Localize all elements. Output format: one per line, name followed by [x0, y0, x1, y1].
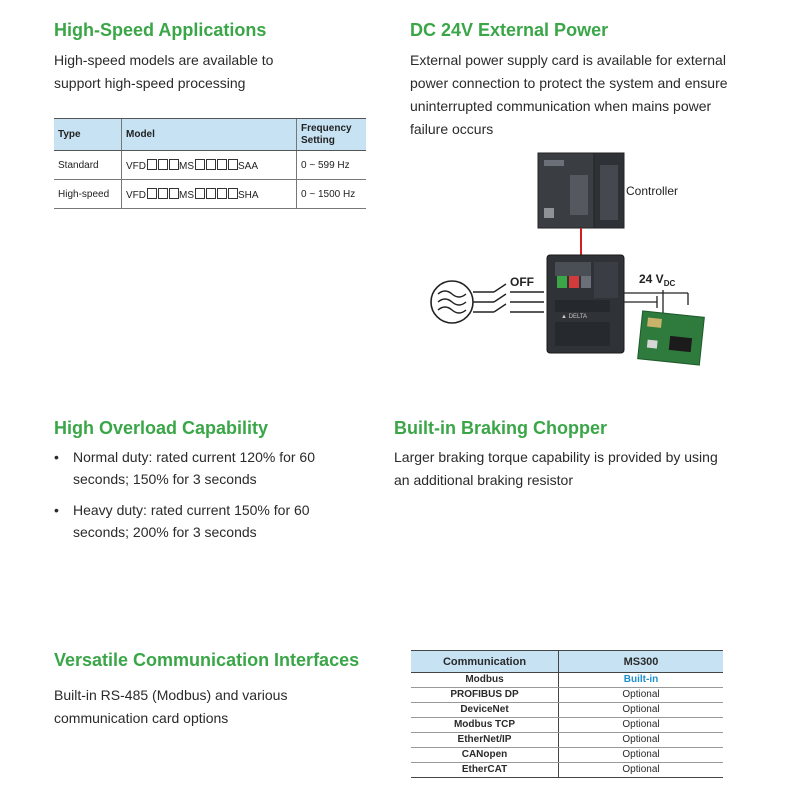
battery-symbol: [624, 290, 688, 314]
model-mid: MS: [179, 160, 194, 172]
table-row: [411, 688, 723, 703]
table-row: [411, 673, 723, 688]
communication-title: Versatile Communication Interfaces: [54, 650, 360, 670]
list-item: [54, 499, 334, 543]
row-type: Standard: [54, 151, 122, 180]
high-speed-text: High-speed models are available to support high-speed processing: [54, 52, 274, 91]
model-suffix: SAA: [238, 160, 259, 172]
row-type: High-speed: [54, 180, 122, 209]
bullet-icon: •: [54, 449, 59, 465]
row-model: [122, 180, 297, 209]
model-prefix: VFD: [126, 160, 146, 172]
table-row: [54, 180, 366, 209]
row-frequency: 0 ~ 599 Hz: [297, 151, 367, 180]
ac-source-icon: [431, 281, 473, 323]
overload-title: High Overload Capability: [54, 418, 269, 438]
comm-name: CANopen: [411, 748, 559, 763]
external-power-diagram: [420, 150, 720, 370]
table-header-model: Model: [122, 119, 297, 151]
controller-label: Controller: [626, 184, 679, 198]
svg-text:▲ DELTA: ▲ DELTA: [561, 314, 588, 320]
dc24v-title: DC 24V External Power: [410, 20, 609, 40]
model-prefix: VFD: [126, 189, 146, 201]
bullet-text: Heavy duty: rated current 150% for 60 seconds; 200% for 3 seconds: [73, 502, 310, 540]
table-header-frequency: Frequency Setting: [297, 119, 367, 151]
comm-header-communication: Communication: [411, 651, 559, 673]
row-frequency: 0 ~ 1500 Hz: [297, 180, 367, 209]
comm-name: Modbus TCP: [411, 718, 559, 733]
comm-name: EtherCAT: [411, 763, 559, 778]
braking-text: Larger braking torque capability is provided by using an additional braking resistor: [394, 449, 718, 488]
comm-name: DeviceNet: [411, 703, 559, 718]
comm-value: Optional: [559, 763, 724, 778]
comm-value: Optional: [559, 703, 724, 718]
comm-name: EtherNet/IP: [411, 733, 559, 748]
communication-text: Built-in RS-485 (Modbus) and various communication card options: [54, 687, 288, 726]
table-row: [411, 763, 723, 778]
high-speed-table: [54, 118, 366, 209]
comm-value: Optional: [559, 718, 724, 733]
comm-header-ms300: MS300: [559, 651, 724, 673]
off-label: OFF: [510, 275, 534, 289]
high-speed-title: High-Speed Applications: [54, 20, 267, 40]
overload-list: [54, 446, 334, 552]
table-row: [54, 151, 366, 180]
table-row: [411, 718, 723, 733]
list-item: [54, 446, 334, 490]
drive-device: [547, 255, 624, 353]
bullet-text: Normal duty: rated current 120% for 60 seconds; 150% for 3 seconds: [73, 449, 316, 487]
table-header-type: Type: [54, 119, 122, 151]
voltage-label: 24 $V_{DC}$: [639, 272, 676, 288]
model-suffix: SHA: [238, 189, 259, 201]
controller-device: [538, 153, 624, 228]
comm-value: Optional: [559, 733, 724, 748]
communication-table: [411, 650, 723, 778]
table-row: [411, 733, 723, 748]
comm-value: Optional: [559, 748, 724, 763]
power-supply-card: [638, 311, 705, 365]
dc24v-text: External power supply card is available for external power connection to protect the system and ensure uninterrupted communication when mains power failure occurs: [410, 52, 728, 137]
table-row: [411, 748, 723, 763]
braking-title: Built-in Braking Chopper: [394, 418, 607, 438]
comm-name: PROFIBUS DP: [411, 688, 559, 703]
table-row: [411, 703, 723, 718]
comm-name: Modbus: [411, 673, 559, 688]
comm-value: Built-in: [559, 673, 724, 688]
row-model: [122, 151, 297, 180]
comm-value: Optional: [559, 688, 724, 703]
model-mid: MS: [179, 189, 194, 201]
bullet-icon: •: [54, 502, 59, 518]
